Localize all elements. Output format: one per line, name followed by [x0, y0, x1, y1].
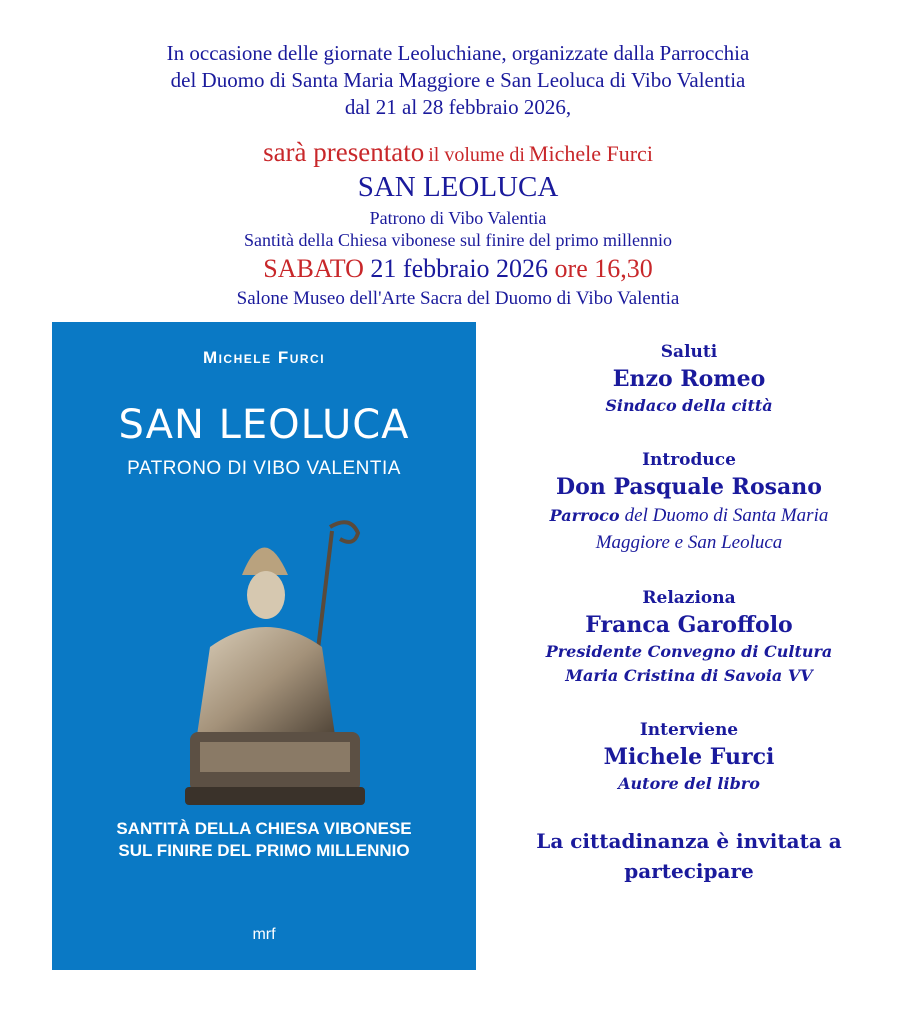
program-item	[488, 718, 890, 796]
cover-subtitle: PATRONO DI VIBO VALENTIA	[127, 458, 401, 479]
event-date	[0, 253, 916, 285]
program-desc-rest: del Duomo di Santa Maria	[624, 505, 829, 526]
program-list	[488, 340, 890, 886]
intro-line: In occasione delle giornate Leoluchiane, organizzate dalla Parrocchia	[166, 41, 750, 65]
program-name: Enzo Romeo	[612, 366, 766, 392]
presentation-author: Michele Furci	[528, 141, 653, 166]
program-desc-lead: Parroco	[549, 506, 620, 525]
program-name: Michele Furci	[603, 744, 775, 770]
program-name: Don Pasquale Rosano	[556, 474, 822, 500]
event-day: SABATO	[263, 254, 364, 283]
program-desc: Sindaco della città	[605, 396, 773, 415]
program-role: Relaziona	[642, 588, 736, 608]
intro-text	[0, 40, 916, 121]
program-desc: Autore del libro	[618, 774, 760, 793]
cover-title: SAN LEOLUCA	[118, 402, 410, 448]
program-desc: Maria Cristina di Savoia VV	[565, 666, 813, 685]
presentation-line	[0, 135, 916, 174]
cover-bottom-line: SANTITÀ DELLA CHIESA VIBONESE	[116, 819, 412, 838]
cover-bottom-text	[52, 818, 476, 862]
event-venue: Salone Museo dell'Arte Sacra del Duomo di Vibo Valentia	[236, 288, 680, 309]
invitation-text	[488, 826, 890, 886]
program-desc: Presidente Convegno di Cultura	[545, 642, 833, 661]
program-item	[488, 448, 890, 556]
presentation-lead: sarà presentato	[263, 137, 425, 167]
program-desc-line2: Maggiore e San Leoluca	[595, 532, 783, 553]
event-time: ore 16,30	[554, 254, 653, 283]
program-item	[488, 586, 890, 688]
book-subtitle-2: Santità della Chiesa vibonese sul finire del primo millennio	[244, 230, 672, 250]
invitation-line: partecipare	[624, 859, 754, 883]
program-item	[488, 340, 890, 418]
cover-author: Michele Furci	[202, 348, 326, 367]
invitation-line: La cittadinanza è invitata a	[536, 829, 842, 853]
program-name: Franca Garoffolo	[585, 612, 793, 638]
presentation-middle: il volume di	[428, 144, 525, 166]
intro-line: dal 21 al 28 febbraio 2026,	[344, 95, 572, 119]
cover-bottom-line: SUL FINIRE DEL PRIMO MILLENNIO	[118, 841, 410, 860]
book-title: SAN LEOLUCA	[357, 171, 559, 203]
book-subtitle: Patrono di Vibo Valentia	[369, 208, 547, 228]
cover-publisher: mrf	[252, 926, 276, 943]
program-desc	[488, 502, 890, 529]
event-date-text: 21 febbraio 2026	[370, 254, 549, 283]
book-cover	[52, 322, 476, 970]
intro-line: del Duomo di Santa Maria Maggiore e San Leoluca di Vibo Valentia	[170, 68, 746, 92]
program-role: Interviene	[639, 720, 739, 740]
program-role: Introduce	[642, 450, 736, 470]
program-role: Saluti	[660, 342, 718, 362]
saint-statue-image	[180, 507, 380, 812]
